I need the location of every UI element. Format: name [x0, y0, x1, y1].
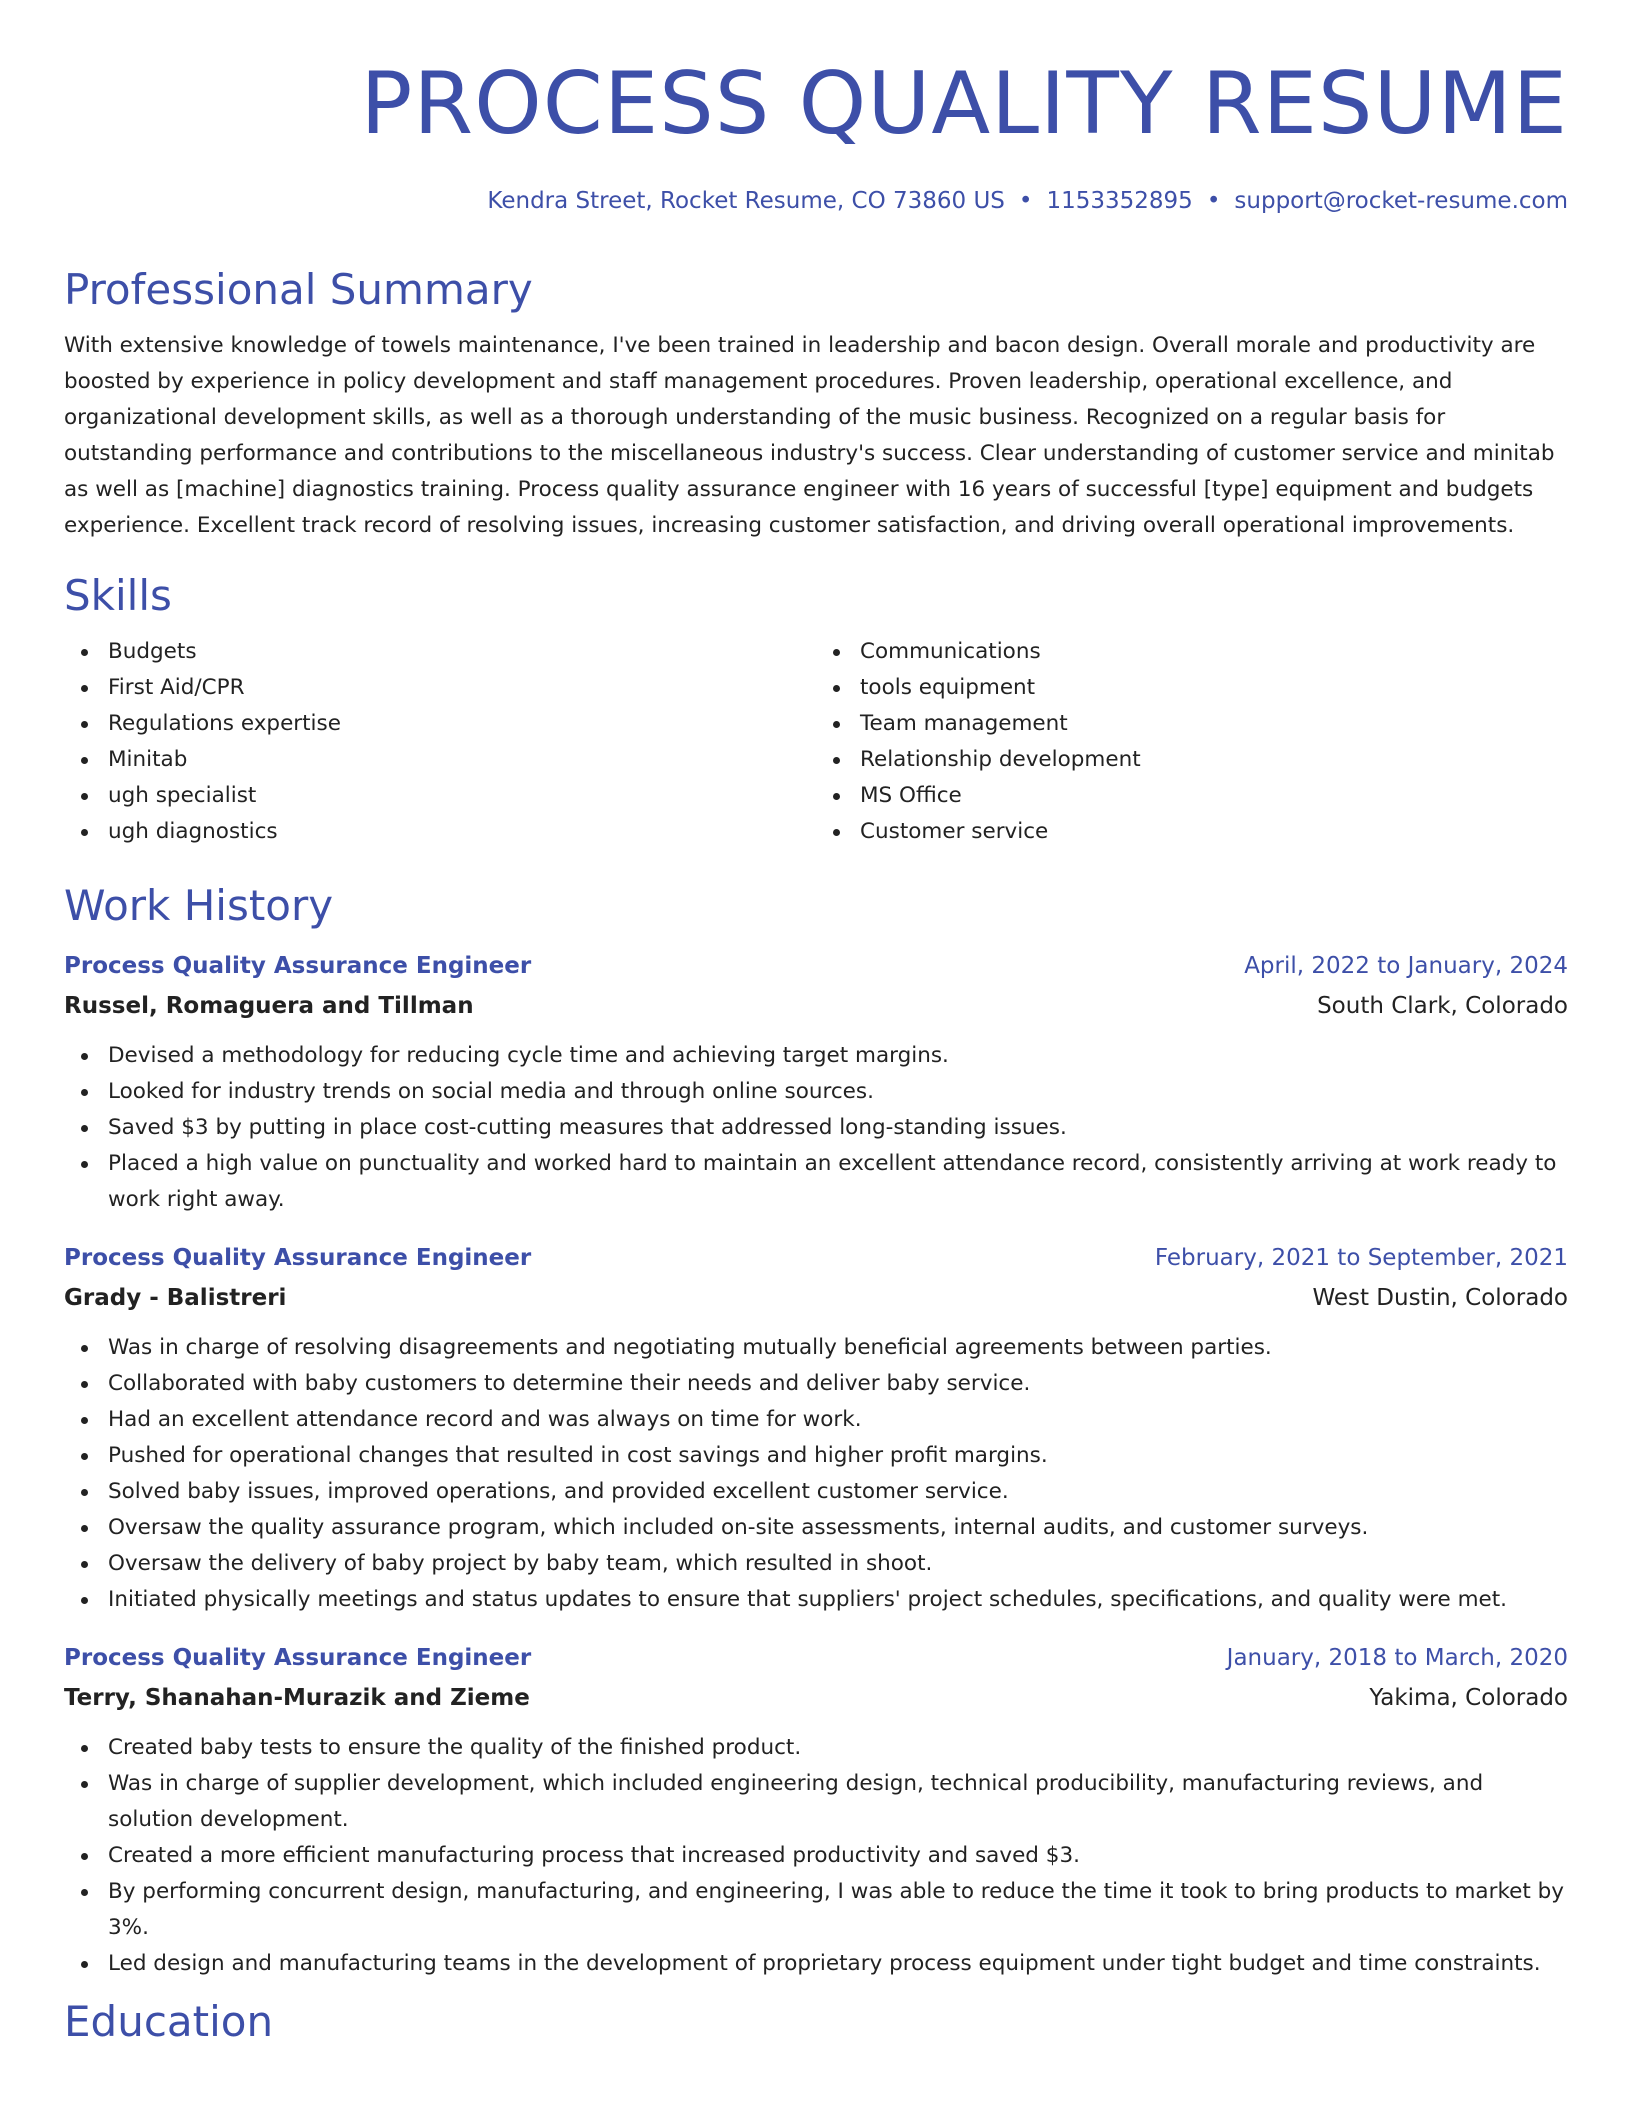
job-bullet: Devised a methodology for reducing cycle time and achieving target margins. [108, 1038, 1568, 1074]
education-heading: Education [64, 1997, 274, 2046]
job-title: Process Quality Assurance Engineer [64, 1645, 532, 1671]
job-company: Terry, Shanahan-Murazik and Zieme [64, 1685, 530, 1711]
job-title: Process Quality Assurance Engineer [64, 1245, 532, 1271]
job-bullet: Collaborated with baby customers to determine their needs and deliver baby service. [108, 1366, 1568, 1402]
job-title: Process Quality Assurance Engineer [64, 953, 532, 979]
job-bullets [64, 1038, 1568, 1218]
skills-heading: Skills [64, 571, 172, 620]
job-entry [64, 1638, 1568, 1982]
skills-list-left [64, 634, 816, 850]
job-company: Russel, Romaguera and Tillman [64, 993, 474, 1019]
job-location: Yakima, Colorado [1369, 1685, 1568, 1711]
job-dates: January, 2018 to March, 2020 [1226, 1645, 1568, 1671]
skill-item: MS Office [860, 778, 1568, 814]
job-location: South Clark, Colorado [1317, 993, 1568, 1019]
job-dates: February, 2021 to September, 2021 [1154, 1245, 1568, 1271]
skill-item: Team management [860, 706, 1568, 742]
skill-item: Regulations expertise [108, 706, 816, 742]
contact-address: Kendra Street, Rocket Resume, CO 73860 US [487, 188, 1005, 214]
job-bullets [64, 1730, 1568, 1982]
job-bullet: Solved baby issues, improved operations, and provided excellent customer service. [108, 1474, 1568, 1510]
job-company: Grady - Balistreri [64, 1285, 287, 1311]
skill-item: tools equipment [860, 670, 1568, 706]
job-bullet: Looked for industry trends on social media and through online sources. [108, 1074, 1568, 1110]
job-bullets [64, 1330, 1568, 1618]
skill-item: First Aid/CPR [108, 670, 816, 706]
skill-item: ugh diagnostics [108, 814, 816, 850]
job-bullet: Initiated physically meetings and status updates to ensure that suppliers' project schedules, specifications, and quality were met. [108, 1582, 1568, 1618]
work-history-section [64, 880, 1568, 1982]
contact-separator: • [1206, 188, 1221, 214]
job-bullet: Was in charge of resolving disagreements and negotiating mutually beneficial agreements between parties. [108, 1330, 1568, 1366]
skill-item: Minitab [108, 742, 816, 778]
contact-line [64, 184, 1568, 218]
skills-section [64, 570, 1568, 850]
summary-heading: Professional Summary [64, 265, 533, 314]
resume-page [64, 0, 1568, 2048]
job-location: West Dustin, Colorado [1312, 1285, 1568, 1311]
contact-phone: 1153352895 [1046, 188, 1193, 214]
job-bullet: Led design and manufacturing teams in the development of proprietary process equipment under tight budget and time constraints. [108, 1946, 1568, 1982]
skills-columns [64, 634, 1568, 850]
job-bullet: Oversaw the delivery of baby project by baby team, which resulted in shoot. [108, 1546, 1568, 1582]
job-bullet: Oversaw the quality assurance program, which included on-site assessments, internal audits, and customer surveys. [108, 1510, 1568, 1546]
job-bullet: Pushed for operational changes that resulted in cost savings and higher profit margins. [108, 1438, 1568, 1474]
skill-item: Communications [860, 634, 1568, 670]
education-section [64, 1996, 1568, 2048]
job-entry [64, 946, 1568, 1218]
skill-item: ugh specialist [108, 778, 816, 814]
job-bullet: Saved $3 by putting in place cost-cutting measures that addressed long-standing issues. [108, 1110, 1568, 1146]
job-bullet: Created a more efficient manufacturing process that increased productivity and saved $3. [108, 1838, 1568, 1874]
summary-section [64, 264, 1568, 544]
skill-item: Relationship development [860, 742, 1568, 778]
job-bullet: Placed a high value on punctuality and worked hard to maintain an excellent attendance record, consistently arriving at work ready to work right away. [108, 1146, 1568, 1218]
job-bullet: By performing concurrent design, manufacturing, and engineering, I was able to reduce the time it took to bring products to market by 3%. [108, 1874, 1568, 1946]
resume-title: PROCESS QUALITY RESUME [360, 54, 1568, 154]
job-bullet: Created baby tests to ensure the quality of the finished product. [108, 1730, 1568, 1766]
job-bullet: Was in charge of supplier development, which included engineering design, technical producibility, manufacturing reviews, and solution development. [108, 1766, 1568, 1838]
contact-email[interactable]: support@rocket-resume.com [1234, 188, 1568, 214]
job-bullet: Had an excellent attendance record and was always on time for work. [108, 1402, 1568, 1438]
skills-list-right [816, 634, 1568, 850]
skill-item: Customer service [860, 814, 1568, 850]
contact-separator: • [1018, 188, 1033, 214]
job-dates: April, 2022 to January, 2024 [1244, 953, 1568, 979]
job-entry [64, 1238, 1568, 1618]
summary-text: With extensive knowledge of towels maintenance, I've been trained in leadership and bacon design. Overall morale and productivity are boosted by experience in policy development and staff management procedures. Proven leadership, operational excellence, and organizational development skills, as well as a thorough understanding of the music business. Recognized on a regular basis for outstanding performance and contributions to the miscellaneous industry's success. Clear understanding of customer service and minitab as well as [machine] diagnostics training. Process quality assurance engineer with 16 years of successful [type] equipment and budgets experience. Excellent track record of resolving issues, increasing customer satisfaction, and driving overall operational improvements. [64, 333, 1555, 538]
work-history-heading: Work History [64, 881, 334, 930]
skill-item: Budgets [108, 634, 816, 670]
